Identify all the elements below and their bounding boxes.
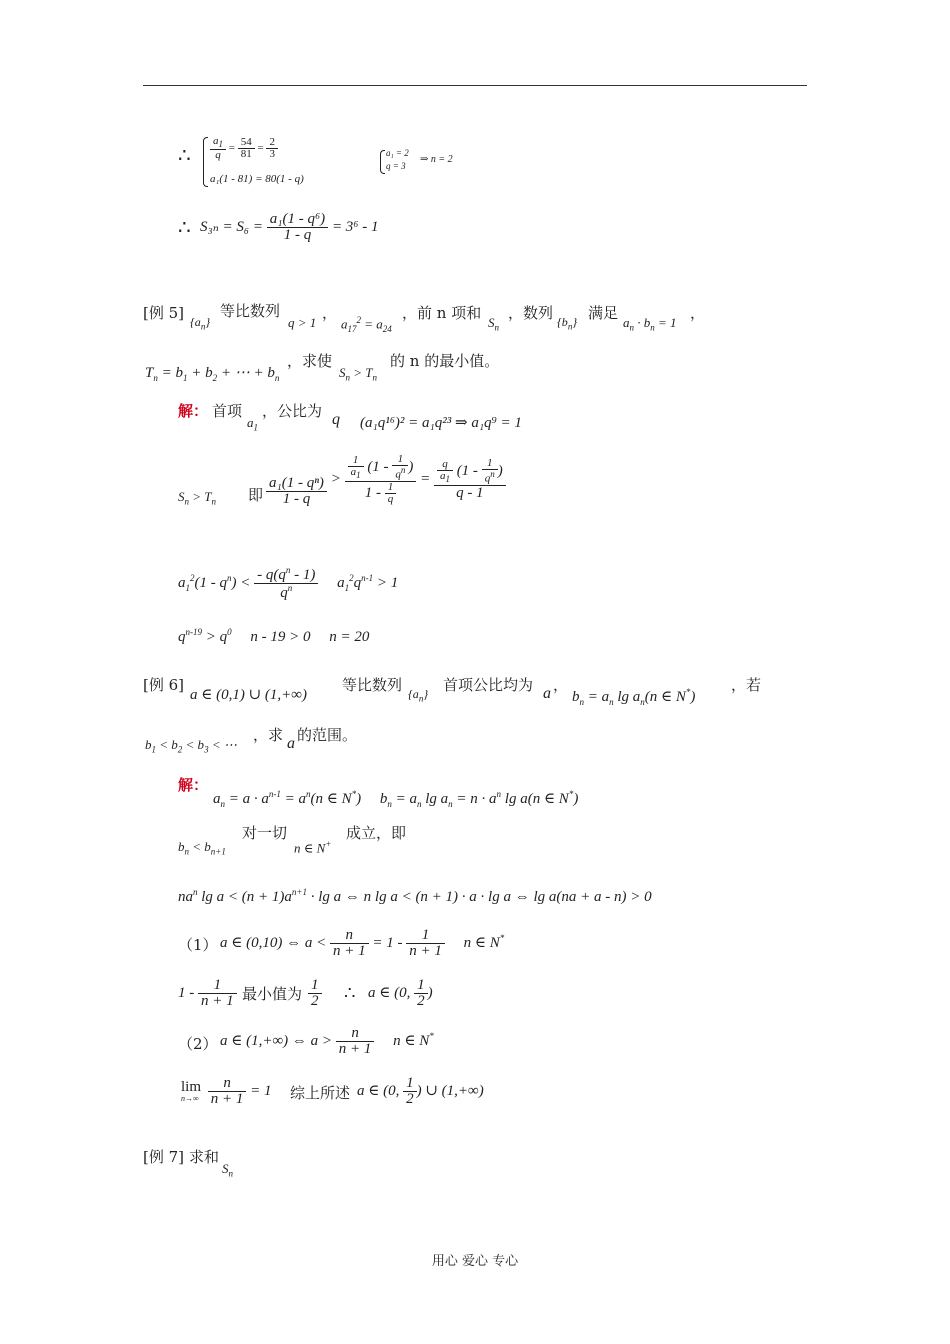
ex5-ji: 即 — [248, 486, 264, 504]
ex6-text4: ，若 — [731, 676, 762, 694]
ex5-tn-def: $T_n = b_1 + b_2$ + ⋯ + $b_n$ — [145, 365, 280, 383]
system-line-1: $\frac{a_1}{q}$ = $\frac{54}{81}$ = $\frac{2}{3}$ — [210, 136, 278, 161]
therefore-symbol: ∴ — [178, 143, 191, 167]
system2-line-1: a₁ = 2 — [386, 148, 409, 158]
ex6-min-expr: 1 - $\frac{1}{n + 1}$ — [178, 978, 237, 1009]
ex6-solution-label: 解： — [178, 776, 209, 794]
ex5-solution-label: 解： — [178, 402, 209, 420]
ex7-sn: $S_n$ — [222, 1161, 233, 1179]
system-line-2: a₁(1 - 81) = 80(1 - q) — [210, 173, 304, 185]
ex5-label: [例 5] — [143, 304, 185, 322]
ex5-sol-text1: 首项 — [212, 402, 243, 420]
therefore-symbol-2: ∴ — [178, 215, 191, 239]
ex6-text3: ， — [553, 676, 569, 694]
ex6-final-range: a ∈ (0, $\frac{1}{2}$ ) ∪ (1,+∞) — [357, 1075, 484, 1107]
ex6-seq-an: $\{a_n\}$ — [408, 687, 429, 704]
ex6-minval-text: 最小值为 — [242, 985, 303, 1003]
page-footer: 用心 爱心 专心 — [431, 1254, 519, 1269]
ex6-n-in-N: n ∈ N+ — [294, 839, 332, 856]
ex5-sn-gt-tn: $S_n > T_n$ — [339, 365, 378, 383]
system2-result: ⇒ n = 2 — [420, 154, 453, 165]
ex6-text6: 的范围。 — [297, 726, 358, 744]
ex5-text8: 的 n 的最小值。 — [390, 352, 500, 370]
ex6-case2: a ∈ (1,+∞) ⇔ a > $\frac{n}{n + 1}$ n ∈ N* — [220, 1025, 434, 1057]
ex5-text3: ，前 n 项和 — [402, 304, 482, 322]
ex7-text1: 求和 — [189, 1148, 220, 1166]
ex5-text6: ， — [690, 304, 706, 322]
ex5-text4: ，数列 — [508, 304, 554, 322]
ex5-text2: ， — [322, 304, 338, 322]
ex5-seq-bn: $\{b_n\}$ — [557, 315, 578, 332]
ex5-text1: 等比数列 — [220, 302, 281, 320]
ex6-bn-def: $b_n = a_n$ $\lg a_n(n$ ∈ N*) — [572, 687, 696, 707]
ex6-text2: 首项公比均为 — [443, 676, 534, 694]
system2-brace — [380, 150, 385, 174]
ex6-a-range-2: a ∈ (0, $\frac{1}{2}$ ) — [368, 977, 433, 1009]
ex5-seq-an: $\{a_n\}$ — [190, 315, 211, 332]
therefore-symbol-3: ∴ — [344, 983, 356, 1004]
ex5-text5: 满足 — [588, 304, 619, 322]
ex5-a1: $a_1$ — [247, 415, 258, 433]
ex6-an-formula: $a_n = a \cdot a^{n-1} = a^n(n$ ∈ N*) $b_n = a_n$ $\lg a_n = n \cdot a^n$ lg a(n ∈ N*) — [213, 789, 579, 809]
ex6-a-2: a — [287, 735, 295, 752]
ex6-bn-lt: $b_n < b_{n+1}$ — [178, 839, 226, 857]
ex7-label: [例 7] — [143, 1148, 185, 1166]
ex5-anbn: $a_n \cdot b_n = 1$ — [623, 315, 677, 333]
ex6-limit: lim n→∞ $\frac{n}{n + 1}$ = 1 — [181, 1075, 272, 1107]
ex6-label: [例 6] — [143, 676, 185, 694]
ex5-a17-eq: $a_{17}^2 = a_{24}$ — [341, 315, 392, 334]
ex6-a-range: a ∈ (0,1) ∪ (1,+∞) — [190, 687, 307, 703]
ex5-sn: $S_n$ — [488, 315, 499, 333]
ex5-text7: ，求使 — [287, 352, 333, 370]
ex6-a: a — [543, 685, 551, 702]
ex6-equiv-chain: $na^n$ $\lg a < (n + 1)a^{n+1} \cdot \lg a$ ⇔ n lg a < (n + 1) · a · lg a ⇔ lg a(na + a - n) > 0 — [178, 887, 652, 905]
ex6-case2-label: （2） — [178, 1035, 218, 1053]
ex6-b-ineq: $b_1 < b_2 < b_3$ < ⋯ — [145, 737, 237, 755]
ex6-case1-label: （1） — [178, 936, 218, 954]
ex6-text-dui: 对一切 — [242, 824, 288, 842]
ex5-result: $q^{n-19} > q^0$ n - 19 > 0 n = 20 — [178, 627, 370, 645]
ex5-eq-a: (a₁q¹⁶)² = a₁q²³ ⇒ a₁q⁹ = 1 — [360, 415, 522, 431]
s3n-equation: S₃ₙ = S₆ = $\frac{\text{a₁(1 - q⁶)}}{1 - q}$ = 3⁶ - 1 — [200, 211, 379, 243]
ex5-sol-text2: ，公比为 — [262, 402, 323, 420]
ex6-text5: ，求 — [253, 726, 284, 744]
ex6-case1: a ∈ (0,10) ⇔ a < $\frac{n}{n + 1}$ = 1 - $\frac{1}{n + 1}$ n ∈ N* — [220, 927, 505, 959]
ex5-ineq: $\frac{\text{a₁(1 - qⁿ)}}{1 - q}$ > $\frac{1}{a_1}$ (1 - $\frac{1}{q^n}$ ) 1 - $\frac{1}{q}$ = $\frac{q}{a_1}$ (1 - $\frac{1}{q^n}$ ) q - 1 — [266, 452, 506, 507]
system2-line-2: q = 3 — [386, 161, 406, 171]
header-rule — [143, 85, 807, 86]
ex5-ineq-2: $a_1^2(1 - q^n)$ < $\frac{- q(q^n - 1)}{q^n}$ $a_1^2q^{n-1} > 1$ — [178, 565, 399, 601]
ex6-text-cheng: 成立，即 — [346, 824, 407, 842]
ex5-q-gt-1: q > 1 — [288, 315, 317, 330]
ex6-conclude-text: 综上所述 — [290, 1084, 351, 1102]
ex5-sn-gt-tn-2: $S_n > T_n$ — [178, 489, 217, 507]
ex5-q: q — [332, 411, 340, 428]
ex6-half: $\frac{1}{2}$ — [308, 978, 322, 1009]
system-brace — [203, 137, 208, 187]
ex6-text1: 等比数列 — [342, 676, 403, 694]
